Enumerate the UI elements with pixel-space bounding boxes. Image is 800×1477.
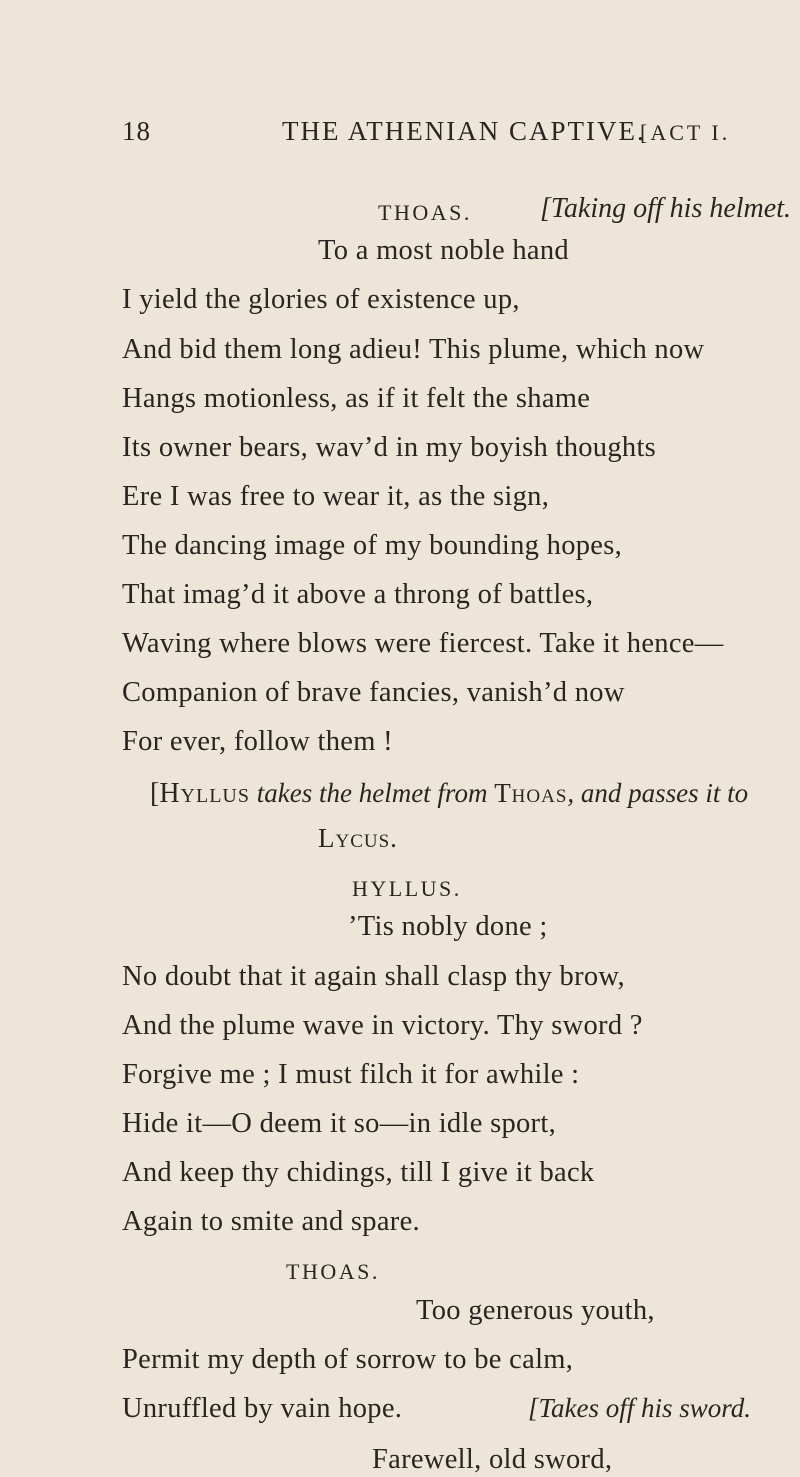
verse-line: No doubt that it again shall clasp thy brow, <box>122 961 625 992</box>
page-number: 18 <box>122 116 151 146</box>
verse-line: Forgive me ; I must filch it for awhile : <box>122 1059 580 1090</box>
character-name: Hyllus <box>159 778 250 809</box>
verse-line: Its owner bears, wav’d in my boyish thoughts <box>122 432 657 463</box>
verse-line: That imag’d it above a throng of battles, <box>122 579 594 610</box>
verse-line: Hangs motionless, as if it felt the shame <box>122 383 591 414</box>
stage-text: takes the helmet from <box>250 778 495 808</box>
stage-direction-sword: [Takes off his sword. <box>528 1393 752 1423</box>
verse-line: And bid them long adieu! This plume, which now <box>122 334 705 365</box>
speaker-hyllus: HYLLUS. <box>352 876 462 901</box>
verse-line: Unruffled by vain hope. <box>122 1393 403 1424</box>
bracket: [ <box>150 778 160 809</box>
verse-line: Permit my depth of sorrow to be calm, <box>122 1344 574 1375</box>
speaker-thoas: THOAS. <box>286 1259 380 1284</box>
verse-line: The dancing image of my bounding hopes, <box>122 530 623 561</box>
character-name: Thoas <box>494 778 568 808</box>
verse-line: And keep thy chidings, till I give it back <box>122 1157 595 1188</box>
verse-line: ’Tis nobly done ; <box>348 911 548 942</box>
running-title: THE ATHENIAN CAPTIVE. <box>282 116 646 146</box>
verse-line: To a most noble hand <box>318 235 569 266</box>
stage-direction-lycus: Lycus. <box>318 823 398 853</box>
verse-line: Waving where blows were fiercest. Take it hence— <box>122 628 724 659</box>
verse-line: Companion of brave fancies, vanish’d now <box>122 677 625 708</box>
verse-line: And the plume wave in victory. Thy sword ? <box>122 1010 643 1041</box>
verse-line: Hide it—O deem it so—in idle sport, <box>122 1108 556 1139</box>
verse-line: Ere I was free to wear it, as the sign, <box>122 481 550 512</box>
stage-text: , and passes it to <box>567 778 749 808</box>
speaker-thoas: THOAS. <box>378 200 472 225</box>
verse-line: For ever, follow them ! <box>122 726 393 757</box>
verse-line: Too generous youth, <box>416 1295 655 1326</box>
verse-line: Farewell, old sword, <box>372 1444 613 1475</box>
stage-direction-helmet: [Taking off his helmet. <box>540 193 791 224</box>
verse-line: Again to smite and spare. <box>122 1206 420 1237</box>
stage-direction-hyllus <box>150 778 748 810</box>
verse-line: I yield the glories of existence up, <box>122 284 520 315</box>
act-marker: [ACT I. <box>640 120 731 145</box>
